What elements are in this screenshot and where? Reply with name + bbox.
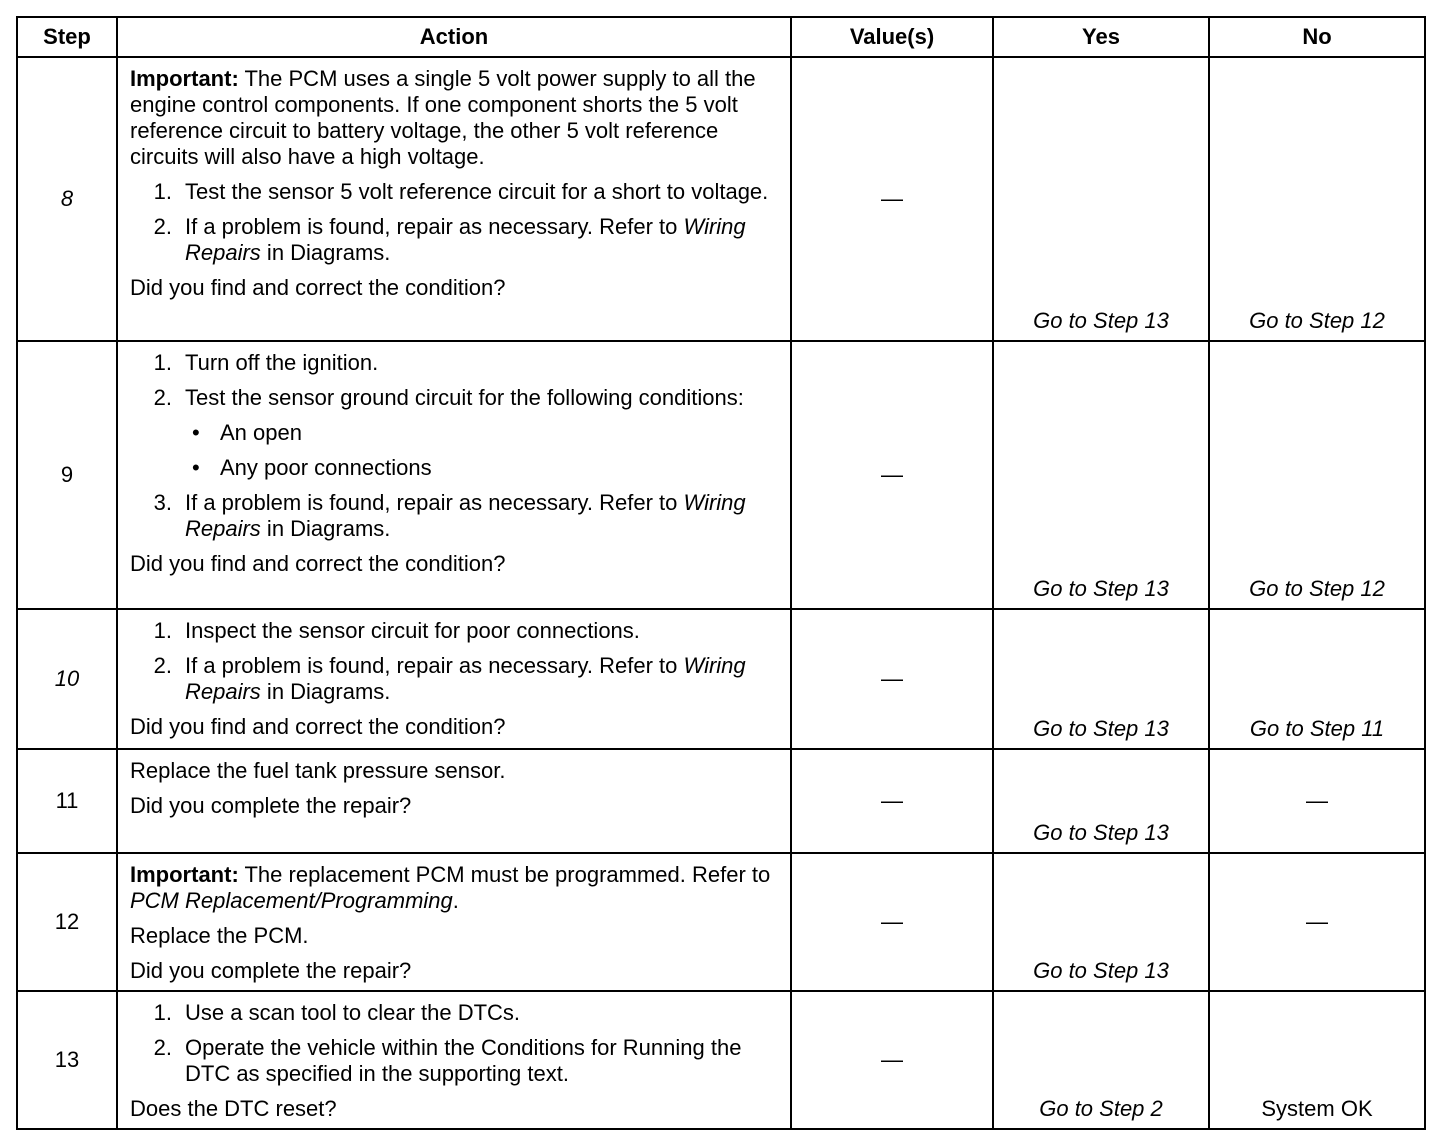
important-note [130, 862, 778, 914]
values-cell: — [791, 749, 993, 853]
question: Did you find and correct the condition? [130, 714, 506, 739]
yes-cell: Go to Step 13 [993, 341, 1209, 609]
important-text: The PCM uses a single 5 volt power supply to all the engine control components. If one component shorts the 5 volt reference circuit to battery voltage, the other 5 volt reference circuits will also have a high voltage. [130, 66, 756, 169]
item-text: If a problem is found, repair as necessary. Refer to [185, 653, 684, 678]
item-text: If a problem is found, repair as necessary. Refer to [185, 490, 684, 515]
item-text: Inspect the sensor circuit for poor connections. [185, 618, 640, 643]
item-text: If a problem is found, repair as necessary. Refer to [185, 214, 684, 239]
values-cell: — [791, 341, 993, 609]
bullet-icon: • [192, 455, 200, 480]
item-number: 1. [153, 1000, 172, 1025]
item-number: 2. [153, 385, 172, 410]
important-label: Important: [130, 66, 239, 91]
no-cell: System OK [1209, 991, 1425, 1129]
yes-cell: Go to Step 2 [993, 991, 1209, 1129]
list-item [130, 350, 778, 376]
list-item [130, 1000, 778, 1026]
action-cell [117, 609, 791, 749]
table-row-step-12 [17, 853, 1425, 991]
bullet-item [130, 455, 778, 481]
action-cell [117, 749, 791, 853]
step-number: 9 [17, 341, 117, 609]
list-item [130, 1035, 778, 1087]
important-note [130, 66, 778, 170]
question: Did you find and correct the condition? [130, 551, 506, 576]
yes-cell: Go to Step 13 [993, 749, 1209, 853]
list-item [130, 653, 778, 705]
bullet-item [130, 420, 778, 446]
item-number: 2. [153, 653, 172, 678]
table-row-step-9 [17, 341, 1425, 609]
list-item [130, 385, 778, 411]
item-number: 1. [153, 179, 172, 204]
item-number: 2. [153, 214, 172, 239]
no-cell: — [1209, 749, 1425, 853]
reference-link[interactable]: PCM Replacement/Programming [130, 888, 453, 913]
no-cell: Go to Step 12 [1209, 341, 1425, 609]
action-line: Replace the PCM. [130, 923, 309, 948]
reference-link[interactable]: Wiring Repairs [185, 490, 746, 541]
values-cell: — [791, 609, 993, 749]
values-cell: — [791, 57, 993, 341]
list-item [130, 618, 778, 644]
list-item [130, 179, 778, 205]
header-no: No [1209, 17, 1425, 57]
question: Did you complete the repair? [130, 958, 412, 983]
step-number: 12 [17, 853, 117, 991]
item-text: Operate the vehicle within the Conditions for Running the DTC as specified in the supporting text. [185, 1035, 742, 1086]
reference-link[interactable]: Wiring Repairs [185, 653, 746, 704]
no-cell: Go to Step 12 [1209, 57, 1425, 341]
item-number: 3. [153, 490, 172, 515]
item-text: Test the sensor 5 volt reference circuit for a short to voltage. [185, 179, 769, 204]
yes-cell: Go to Step 13 [993, 57, 1209, 341]
no-cell: — [1209, 853, 1425, 991]
item-tail: in Diagrams. [260, 516, 391, 541]
list-item [130, 490, 778, 542]
step-number: 10 [17, 609, 117, 749]
header-yes: Yes [993, 17, 1209, 57]
table-row-step-8 [17, 57, 1425, 341]
item-text: Use a scan tool to clear the DTCs. [185, 1000, 521, 1025]
yes-cell: Go to Step 13 [993, 609, 1209, 749]
table-row-step-11 [17, 749, 1425, 853]
header-values: Value(s) [791, 17, 993, 57]
table-row-step-13 [17, 991, 1425, 1129]
yes-cell: Go to Step 13 [993, 853, 1209, 991]
item-text: Test the sensor ground circuit for the following conditions: [185, 385, 744, 410]
item-number: 1. [153, 618, 172, 643]
no-cell: Go to Step 11 [1209, 609, 1425, 749]
action-cell [117, 853, 791, 991]
bullet-text: An open [220, 420, 302, 445]
question: Does the DTC reset? [130, 1096, 337, 1121]
bullet-text: Any poor connections [220, 455, 432, 480]
values-cell: — [791, 853, 993, 991]
action-cell [117, 341, 791, 609]
item-text: Turn off the ignition. [185, 350, 379, 375]
question: Did you find and correct the condition? [130, 275, 506, 300]
question: Did you complete the repair? [130, 793, 412, 818]
header-step: Step [17, 17, 117, 57]
table-row-step-10 [17, 609, 1425, 749]
header-action: Action [117, 17, 791, 57]
important-tail: . [452, 888, 459, 913]
action-cell [117, 57, 791, 341]
action-cell [117, 991, 791, 1129]
step-number: 11 [17, 749, 117, 853]
diagnostic-table [16, 16, 1426, 1130]
action-line: Replace the fuel tank pressure sensor. [130, 758, 506, 783]
item-number: 1. [153, 350, 172, 375]
item-number: 2. [153, 1035, 172, 1060]
list-item [130, 214, 778, 266]
important-text: The replacement PCM must be programmed. Refer to [238, 862, 771, 887]
step-number: 8 [17, 57, 117, 341]
item-tail: in Diagrams. [260, 679, 391, 704]
values-cell: — [791, 991, 993, 1129]
reference-link[interactable]: Wiring Repairs [185, 214, 746, 265]
step-number: 13 [17, 991, 117, 1129]
bullet-icon: • [192, 420, 200, 445]
important-label: Important: [130, 862, 239, 887]
item-tail: in Diagrams. [260, 240, 391, 265]
header-row [17, 17, 1425, 57]
